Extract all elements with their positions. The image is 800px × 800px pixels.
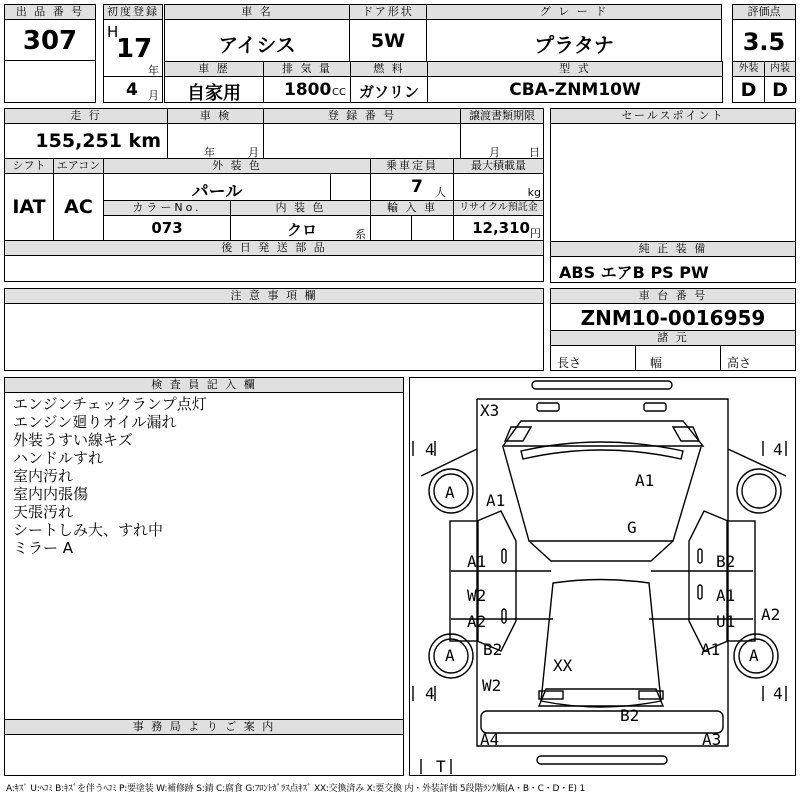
- capacity-unit: 人: [435, 186, 446, 199]
- damage-mark: B2: [716, 552, 736, 571]
- damage-mark: A2: [761, 605, 781, 624]
- era: H: [107, 23, 119, 41]
- tire-mark-rear-right: A: [749, 646, 759, 665]
- lot-no: 307: [22, 26, 78, 56]
- damage-mark: W2: [467, 586, 487, 605]
- inspector-cell: [4, 392, 404, 720]
- score-cell: [732, 19, 796, 62]
- damage-mark: U1: [716, 612, 736, 631]
- damage-mark: B2: [483, 640, 503, 659]
- reg-year: 17: [116, 34, 153, 64]
- width-label: 幅: [650, 356, 663, 370]
- year-unit: 年: [148, 64, 159, 77]
- chassis-label: 車 台 番 号: [550, 288, 796, 304]
- length-label: 長さ: [557, 356, 582, 370]
- tread-spare: T: [436, 757, 446, 776]
- damage-mark: B2: [620, 706, 640, 725]
- grade-label: グ レ ー ド: [426, 4, 722, 20]
- history-label: 車 歴: [164, 61, 264, 77]
- damage-mark: XX: [553, 656, 573, 675]
- shift-label: シフト: [4, 158, 54, 174]
- inspector-note: エンジンチェックランプ点灯: [13, 395, 207, 413]
- displacement-unit: CC: [332, 87, 346, 98]
- exterior-label: 外装: [732, 61, 765, 77]
- history: 自家用: [187, 83, 241, 103]
- damage-mark: A3: [702, 730, 722, 749]
- tread-front-right: 4: [773, 440, 783, 459]
- inspection-label: 車 検: [167, 108, 264, 124]
- color-no: 073: [151, 219, 183, 237]
- inspector-note: エンジン廻りオイル漏れ: [13, 413, 177, 431]
- import-cell-2: [411, 215, 454, 241]
- sales-point-cell: [550, 123, 796, 242]
- inspector-note: ハンドルすれ: [13, 449, 104, 467]
- car-diagram-panel: [409, 377, 796, 776]
- capacity-cell: [370, 173, 454, 201]
- height-label: 高さ: [727, 356, 752, 370]
- length-cell: [550, 345, 636, 371]
- office-label: 事 務 局 よ り ご 案 内: [4, 719, 404, 735]
- damage-mark: G: [627, 518, 637, 537]
- color-no-label: カラーNo.: [103, 200, 231, 216]
- ext-color-label: 外 装 色: [103, 158, 371, 174]
- notes-cell: [4, 303, 544, 371]
- tread-front-left: 4: [425, 440, 435, 459]
- score: 3.5: [742, 28, 786, 56]
- ac-cell: [53, 173, 104, 241]
- inspection-month-unit: 月: [248, 146, 259, 159]
- door-label: ドア形状: [349, 4, 427, 20]
- load-cell: [453, 173, 544, 201]
- model-label: 型 式: [427, 61, 723, 77]
- model-cell: [427, 76, 723, 103]
- car-outline-diagram: [410, 378, 795, 775]
- tire-mark-front-left: A: [445, 483, 455, 502]
- sales-point-label: セールスポイント: [550, 108, 796, 124]
- interior-cell: [764, 76, 796, 103]
- reg-no-cell: [263, 123, 461, 159]
- inspector-note: 天張汚れ: [13, 503, 74, 521]
- inspection-cell: [167, 123, 264, 159]
- grade-cell: [426, 19, 722, 62]
- first-reg-label: 初度登録: [103, 4, 163, 20]
- interior-label: 内装: [764, 61, 796, 77]
- ext-color-cell: [103, 173, 331, 201]
- ext-color-blank: [330, 173, 371, 201]
- displacement: 1800: [284, 80, 332, 100]
- mileage: 155,251 km: [35, 130, 161, 152]
- capacity-label: 乗車定員: [370, 158, 454, 174]
- car-name-cell: [164, 19, 350, 62]
- transfer-day-unit: 日: [529, 146, 540, 159]
- score-label: 評価点: [732, 4, 796, 20]
- car-name: アイシス: [218, 33, 296, 57]
- damage-mark: W2: [482, 676, 502, 695]
- shift-cell: [4, 173, 54, 241]
- fuel-cell: [350, 76, 428, 103]
- width-cell: [635, 345, 721, 371]
- exterior-score: D: [740, 79, 757, 101]
- legend: A:ｷｽﾞ U:ﾍｺﾐ B:ｷｽﾞを伴うﾍｺﾐ P:要塗装 W:補修跡 S:錆 C:腐食 G:ﾌﾛﾝﾄｶﾞﾗｽ点ｷｽﾞ XX:交換済み X:要交換 内・外装評価 5段階ﾗﾝｸ順(A・B・C・D・E) 1: [6, 784, 585, 794]
- height-cell: [720, 345, 796, 371]
- displacement-cell: [263, 76, 351, 103]
- recycle-label: リサイクル預託金: [453, 200, 544, 216]
- inspector-label: 検 査 員 記 入 欄: [4, 377, 404, 393]
- transfer-label: 譲渡書類期限: [460, 108, 544, 124]
- reg-no-label: 登 録 番 号: [263, 108, 461, 124]
- grade: プラタナ: [534, 33, 614, 57]
- load-unit: kg: [527, 186, 541, 199]
- door-cell: [349, 19, 427, 62]
- transfer-month-unit: 月: [489, 146, 500, 159]
- door: 5W: [370, 30, 406, 52]
- notes-label: 注 意 事 項 欄: [4, 288, 544, 304]
- ext-color: パール: [191, 182, 243, 201]
- import-cell: [370, 215, 412, 241]
- car-name-label: 車 名: [164, 4, 350, 20]
- damage-mark: A1: [467, 552, 487, 571]
- damage-mark: A1: [486, 491, 506, 510]
- damage-mark: A2: [467, 612, 487, 631]
- ac-label: エアコン: [53, 158, 104, 174]
- damage-mark: A1: [635, 471, 655, 490]
- reg-month: 4: [126, 80, 138, 100]
- lot-no-cell: [4, 19, 96, 61]
- transfer-cell: [460, 123, 544, 159]
- inspector-note: ミラー A: [13, 539, 74, 557]
- inspection-year-unit: 年: [204, 146, 215, 159]
- history-cell: [164, 76, 264, 103]
- int-color: クロ: [287, 221, 318, 239]
- int-color-label: 内 装 色: [230, 200, 371, 216]
- exterior-cell: [732, 76, 765, 103]
- interior-score: D: [772, 79, 788, 101]
- mileage-label: 走 行: [4, 108, 168, 124]
- first-reg-year-cell: [103, 19, 163, 77]
- recycle-cell: [453, 215, 544, 241]
- later-parts-cell: [4, 255, 544, 282]
- load-label: 最大積載量: [453, 158, 544, 174]
- specs-label: 諸 元: [550, 330, 796, 346]
- damage-mark: A1: [716, 586, 736, 605]
- inspector-note: 室内汚れ: [13, 467, 74, 485]
- int-color-cell: [230, 215, 371, 241]
- capacity: 7: [411, 177, 423, 197]
- color-no-cell: [103, 215, 231, 241]
- mileage-cell: [4, 123, 168, 159]
- equipment-cell: [550, 256, 796, 283]
- ac: AC: [64, 196, 93, 218]
- recycle: 12,310: [472, 219, 530, 237]
- lot-no-label: 出 品 番 号: [4, 4, 96, 20]
- equipment: ABS エアB PS PW: [559, 263, 709, 282]
- equipment-label: 純 正 装 備: [550, 241, 796, 257]
- tire-mark-rear-left: A: [445, 646, 455, 665]
- damage-mark: A1: [701, 640, 721, 659]
- first-reg-month-cell: [103, 76, 163, 103]
- inspector-note: 室内内張傷: [13, 485, 89, 503]
- chassis-no: ZNM10-0016959: [580, 306, 766, 330]
- chassis-cell: [550, 303, 796, 331]
- shift: IAT: [12, 196, 46, 218]
- month-unit: 月: [148, 89, 159, 102]
- import-label: 輸 入 車: [370, 200, 454, 216]
- later-parts-label: 後 日 発 送 部 品: [4, 240, 544, 256]
- office-cell: [4, 734, 404, 776]
- fuel-label: 燃 料: [350, 61, 428, 77]
- inspector-note: 外装うすい線キズ: [13, 431, 133, 449]
- tread-rear-right: 4: [773, 684, 783, 703]
- inspector-note: シートしみ大、すれ中: [13, 521, 164, 539]
- tread-rear-left: 4: [425, 684, 435, 703]
- model: CBA-ZNM10W: [509, 80, 641, 100]
- int-color-unit: 系: [355, 228, 366, 241]
- recycle-unit: 円: [530, 227, 541, 240]
- fuel: ガソリン: [358, 83, 419, 101]
- damage-mark: X3: [480, 401, 500, 420]
- damage-mark: A4: [480, 730, 500, 749]
- lot-no-blank: [4, 60, 96, 103]
- displacement-label: 排 気 量: [263, 61, 351, 77]
